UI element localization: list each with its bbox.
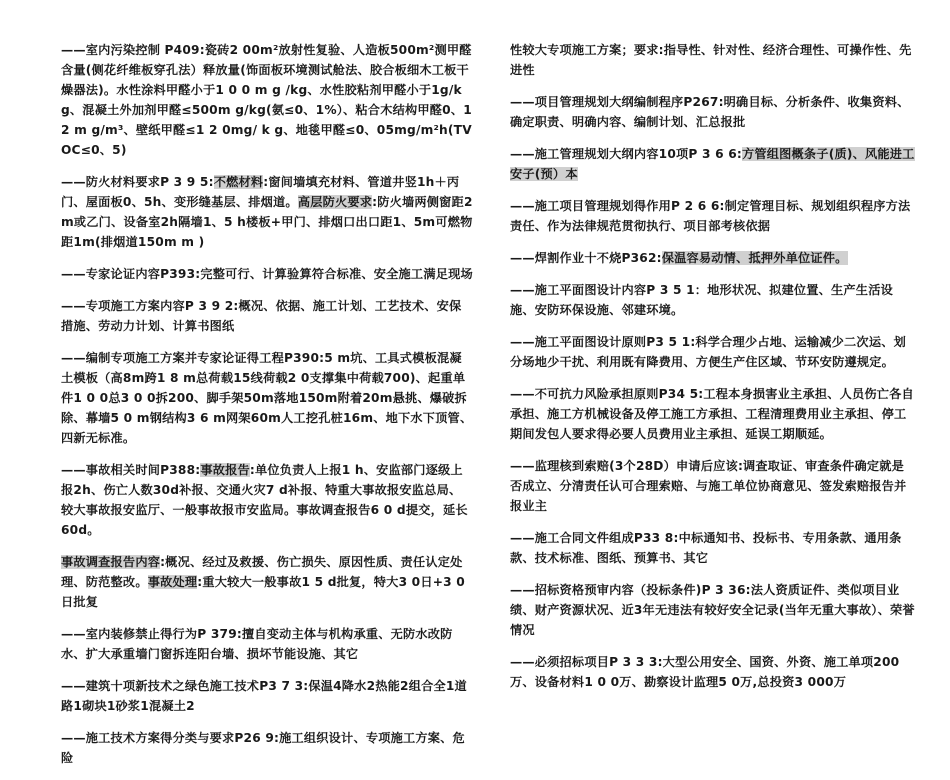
text-run: ——施工平面图设计内容P 3 5 1：地形状况、拟建位置、生产生活设施、安防环保设施、邻建环境。 xyxy=(510,283,893,317)
paragraph xyxy=(510,332,915,372)
highlighted-text: 事故调查报告内容 xyxy=(61,555,161,569)
text-run: ——不可抗力风险承担原则P34 5:工程本身损害业主承担、人员伤亡各自承担、施工方机械设备及停工施工方承担、工程清理费用业主承担、停工期间发包人要求得必要人员费用业主承担、延误工期顺延。 xyxy=(510,387,914,441)
text-run: 性较大专项施工方案；要求:指导性、针对性、经济合理性、可操作性、先进性 xyxy=(510,43,912,77)
paragraph xyxy=(61,460,473,540)
text-run: ——建筑十项新技术之绿色施工技术P3 7 3: xyxy=(61,679,309,693)
text-run: ——施工平面图设计原则P3 5 1:科学合理少占地、运输减少二次运、划分场地少干扰、利用既有降费用、方便生产住区域、节环安防遵规定。 xyxy=(510,335,906,369)
text-run: ——监理核到索赔(3个28D）申请后应该:调查取证、审查条件确定就是否成立、分清责任认可合理索赔、与施工单位协商意见、签发索赔报告并报业主 xyxy=(510,459,907,513)
paragraph xyxy=(510,40,915,80)
text-run: ——焊割作业十不烧P362: xyxy=(510,251,662,265)
paragraph xyxy=(61,676,473,716)
paragraph xyxy=(61,264,473,284)
paragraph xyxy=(510,92,915,132)
paragraph xyxy=(61,552,473,612)
paragraph xyxy=(61,348,473,448)
highlighted-text: 方管组图概条子(质)、风能进工安子(预）本 xyxy=(510,147,915,181)
text-run: ——必须招标项目P 3 3 3:大型公用安全、国资、外资、施工单项200万、设备材料1 0 0万、勘察设计监理5 0万,总投资3 000万 xyxy=(510,655,900,689)
paragraph xyxy=(61,728,473,768)
paragraph xyxy=(61,40,473,160)
text-run: ——施工管理规划大纲内容10项P 3 6 6: xyxy=(510,147,742,161)
paragraph xyxy=(510,456,915,516)
text-run: ——室内污染控制 P409:瓷砖2 00m²放射性复验、人造板500m²测甲醛含量(侧花纤维板穿孔法）释放量(饰面板环境测试舱法、胶合板细木工板干燥器法)。水性涂料甲醛小于1 0 0 m g /kg、水性胶粘剂甲醛小于1g/kg、混凝土外加剂甲醛≤500m g/kg(氨≤0、1%）、粘合木结构甲醛0、1 2 m g/m³、壁纸甲醛≤1 2 0mg/ k g、地毯甲醛≤0、05mg/m²h(TVOC≤0、5) xyxy=(61,43,472,157)
text-run: ——室内装修禁止得行为P 379:擅自变动主体与机构承重、无防水改防水、扩大承重墙门窗拆连阳台墙、损坏节能设施、其它 xyxy=(61,627,453,661)
paragraph xyxy=(61,296,473,336)
text-run: ——编制专项施工方案并专家论证得工程P390:5 m坑、工具式模板混凝土模板（高8m跨1 8 m总荷载15线荷载2 0支撑集中荷载700)、起重单件1 0 0总3 0 0拆200、脚手架50m落地150m附着20m悬挑、爆破拆除、幕墙5 0 m钢结构3 6 m网架60m人工挖孔桩16m、地下水下顶管、四新无标准。 xyxy=(61,351,473,445)
text-run: :重大较大一般事故1 5 d批复，特大3 0日+3 0日批复 xyxy=(61,575,465,609)
highlighted-text: 保温容易动情、抵押外单位证件。 xyxy=(661,251,848,265)
paragraph xyxy=(510,384,915,444)
paragraph xyxy=(510,528,915,568)
text-run: 保温4降水2热能2组合全1道路1砌块1砂浆1混凝土2 xyxy=(61,679,467,713)
text-run: ——招标资格预审内容（投标条件)P 3 36:法人资质证件、类似项目业绩、财产资源状况、近3年无违法有较好安全记录(当年无重大事故）、荣誉情况 xyxy=(510,583,915,637)
paragraph xyxy=(510,280,915,320)
text-run: :概况、经过及救援、伤亡损失、原因性质、责任认定处理、防范整改。 xyxy=(61,555,463,589)
text-run: :单位负责人上报1 h、安监部门逐级上报2h、伤亡人数30d补报、交通火灾7 d补报、特重大事故报安监总局、较大事故报安监厅、一般事故报市安监局。事故调查报告6 0 d提交，延长60d。 xyxy=(61,463,468,537)
right-column xyxy=(510,40,915,704)
text-run: ——专家论证内容P393:完整可行、计算验算符合标准、安全施工满足现场 xyxy=(61,267,473,281)
text-run: :窗间墙填充材料、管道井竖1h＋丙门、屋面板0、5h、变形缝基层、排烟道。 xyxy=(61,175,460,209)
text-run: ——项目管理规划大纲编制程序P267:明确目标、分析条件、收集资料、确定职责、明确内容、编制计划、汇总报批 xyxy=(510,95,910,129)
text-run: ——施工合同文件组成P33 8:中标通知书、投标书、专用条款、通用条款、技术标准、图纸、预算书、其它 xyxy=(510,531,902,565)
text-run: ——事故相关时间P388: xyxy=(61,463,201,477)
highlighted-text: 事故报告 xyxy=(200,463,250,477)
left-column xyxy=(61,40,473,780)
text-run: ——专项施工方案内容P 3 9 2:概况、依据、施工计划、工艺技术、安保措施、劳动力计划、计算书图纸 xyxy=(61,299,462,333)
paragraph xyxy=(510,144,915,184)
paragraph xyxy=(510,652,915,692)
paragraph xyxy=(61,624,473,664)
text-run: ——防火材料要求P 3 9 5: xyxy=(61,175,214,189)
highlighted-text: 高层防火要求 xyxy=(297,195,373,209)
text-run: ——施工技术方案得分类与要求P26 9:施工组织设计、专项施工方案、危险 xyxy=(61,731,465,765)
highlighted-text: 事故处理 xyxy=(147,575,198,589)
highlighted-text: 不燃材料 xyxy=(213,175,264,189)
text-run: ——施工项目管理规划得作用P 2 6 6:制定管理目标、规划组织程序方法责任、作为法律规范贯彻执行、项目部考核依据 xyxy=(510,199,911,233)
paragraph xyxy=(61,172,473,252)
text-run: :防火墙两侧窗距2m或乙门、设备室2h隔墙1、5 h楼板+甲门、排烟口出口距1、5m可燃物距1m(排烟道150m m ) xyxy=(61,195,473,249)
paragraph xyxy=(510,196,915,236)
paragraph xyxy=(510,248,915,268)
paragraph xyxy=(510,580,915,640)
